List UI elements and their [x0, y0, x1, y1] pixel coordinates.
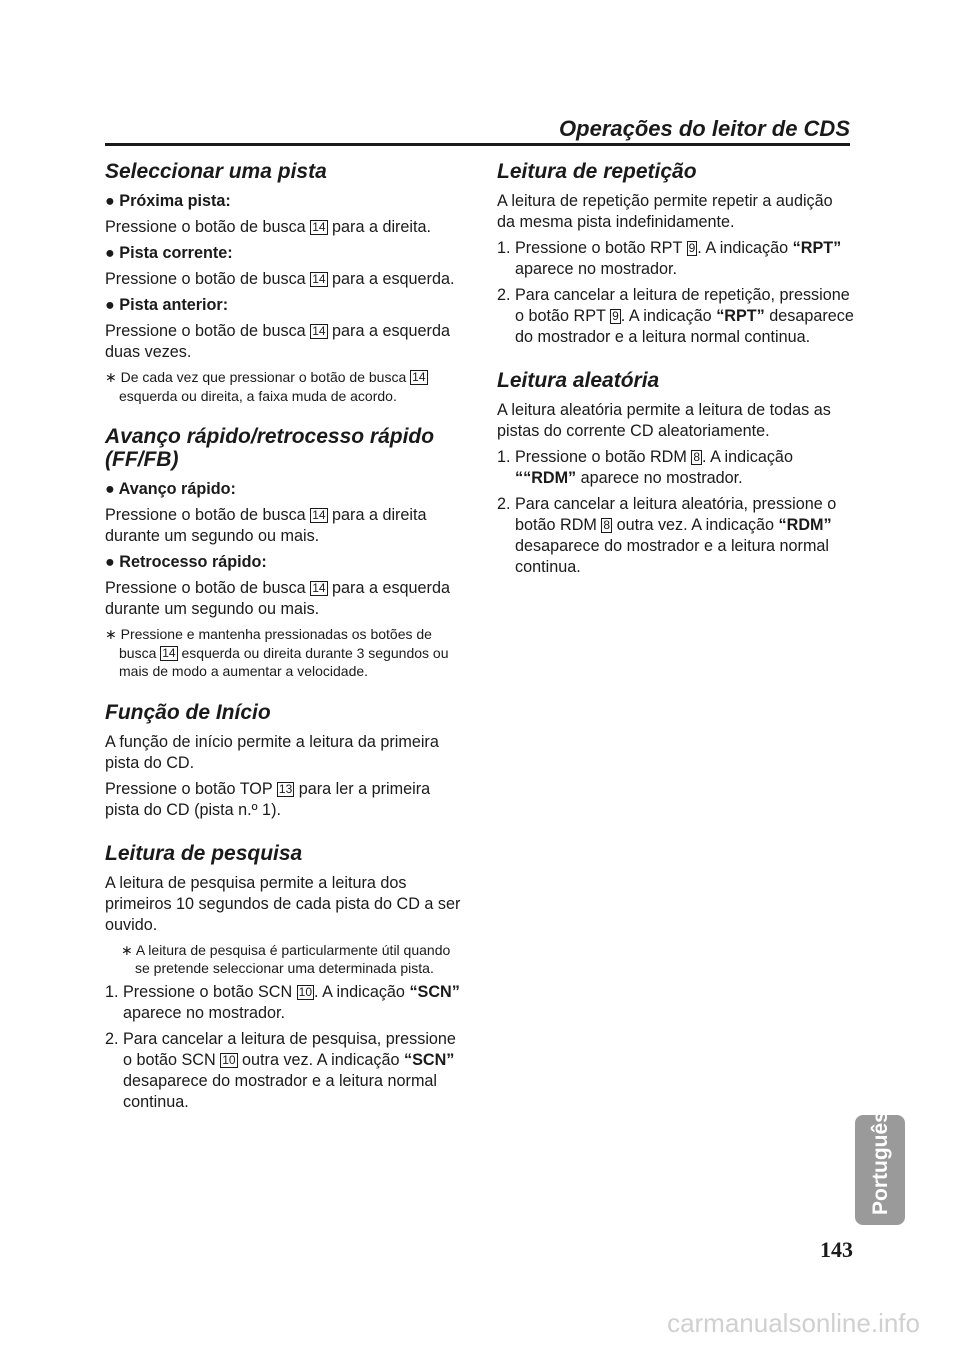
note: ∗ De cada vez que pressionar o botão de busca 14 esquerda ou direita, a faixa muda de acordo.: [105, 369, 426, 404]
watermark: carmanualsonline.info: [667, 1308, 920, 1338]
button-number-box: 8: [603, 518, 611, 532]
button-number-box: 9: [612, 309, 619, 323]
section-title: Avanço rápido/retrocesso rápido (FF/FB): [105, 425, 435, 471]
bullet-heading: ● Pista anterior:: [105, 296, 229, 314]
paragraph: A leitura aleatória permite a leitura de todas as pistas do corrente CD aleatoriamente.: [497, 401, 831, 440]
section-title: Leitura aleatória: [497, 369, 660, 392]
step: 2. Para cancelar a leitura de pesquisa, pressione o botão SCN 10 outra vez. A indicação “SCN” desaparece do mostrador e a leitura normal continua.: [105, 1029, 456, 1111]
bullet-heading: ● Avanço rápido:: [105, 480, 236, 498]
right-column: [497, 160, 854, 583]
section-title: Seleccionar uma pista: [105, 160, 327, 183]
section-title: Leitura de pesquisa: [105, 841, 303, 865]
paragraph: A função de início permite a leitura da primeira pista do CD.: [105, 732, 439, 772]
paragraph: A leitura de repetição permite repetir a audição da mesma pista indefinidamente.: [497, 192, 833, 231]
paragraph: A leitura de pesquisa permite a leitura dos primeiros 10 segundos de cada pista do CD a ser ouvido.: [105, 873, 461, 934]
button-number-box: 14: [312, 581, 326, 595]
button-number-box: 14: [312, 324, 326, 338]
paragraph: Pressione o botão de busca 14 para a esquerda durante um segundo ou mais.: [105, 579, 450, 618]
step: 2. Para cancelar a leitura de repetição, pressione o botão RPT 9 . A indicação “RPT” desaparece do mostrador e a leitura normal continua.: [497, 286, 854, 346]
paragraph: Pressione o botão TOP 13 para ler a primeira pista do CD (pista n.º 1).: [105, 779, 431, 819]
left-column: [105, 160, 462, 1118]
step: 1. Pressione o botão RPT 9 . A indicação “RPT” aparece no mostrador.: [497, 239, 842, 278]
section-title: Leitura de repetição: [497, 160, 697, 183]
step: 2. Para cancelar a leitura aleatória, pressione o botão RDM 8 outra vez. A indicação “RDM” desaparece do mostrador e a leitura normal continua.: [497, 495, 837, 576]
section-title: Função de Início: [105, 700, 271, 724]
button-number-box: 8: [693, 450, 701, 464]
page-header-title: Operações do leitor de CDS: [559, 116, 850, 141]
paragraph: Pressione o botão de busca 14 para a direita.: [105, 218, 432, 236]
bullet-heading: ● Próxima pista:: [105, 192, 231, 210]
step: 1. Pressione o botão RDM 8 . A indicação ““RDM” aparece no mostrador.: [497, 448, 793, 487]
bullet-heading: ● Retrocesso rápido:: [105, 553, 267, 571]
button-number-box: 10: [222, 1052, 236, 1067]
header-rule: [105, 143, 850, 146]
button-number-box: 14: [412, 370, 426, 384]
paragraph: Pressione o botão de busca 14 para a esquerda duas vezes.: [105, 322, 450, 361]
paragraph: Pressione o botão de busca 14 para a esquerda.: [105, 270, 455, 288]
bullet-heading: ● Pista corrente:: [105, 244, 233, 262]
language-tab-label: Português: [869, 1111, 892, 1215]
button-number-box: 14: [312, 508, 326, 522]
language-tab: [855, 1111, 905, 1225]
button-number-box: 14: [312, 220, 326, 234]
step: 1. Pressione o botão SCN 10 . A indicação “SCN” aparece no mostrador.: [105, 982, 460, 1022]
button-number-box: 13: [278, 781, 293, 796]
paragraph: Pressione o botão de busca 14 para a direita durante um segundo ou mais.: [105, 506, 427, 545]
button-number-box: 14: [162, 645, 176, 660]
page-number: 143: [820, 1237, 853, 1262]
note: ∗ Pressione e mantenha pressionadas os botões de busca 14 esquerda ou direita durante 3 segundos ou mais de modo a aumentar a velocidade.: [105, 626, 449, 679]
button-number-box: 9: [688, 241, 696, 255]
button-number-box: 14: [312, 272, 326, 286]
note: ∗ A leitura de pesquisa é particularmente útil quando se pretende seleccionar uma determinada pista.: [121, 941, 451, 976]
button-number-box: 10: [298, 984, 313, 999]
